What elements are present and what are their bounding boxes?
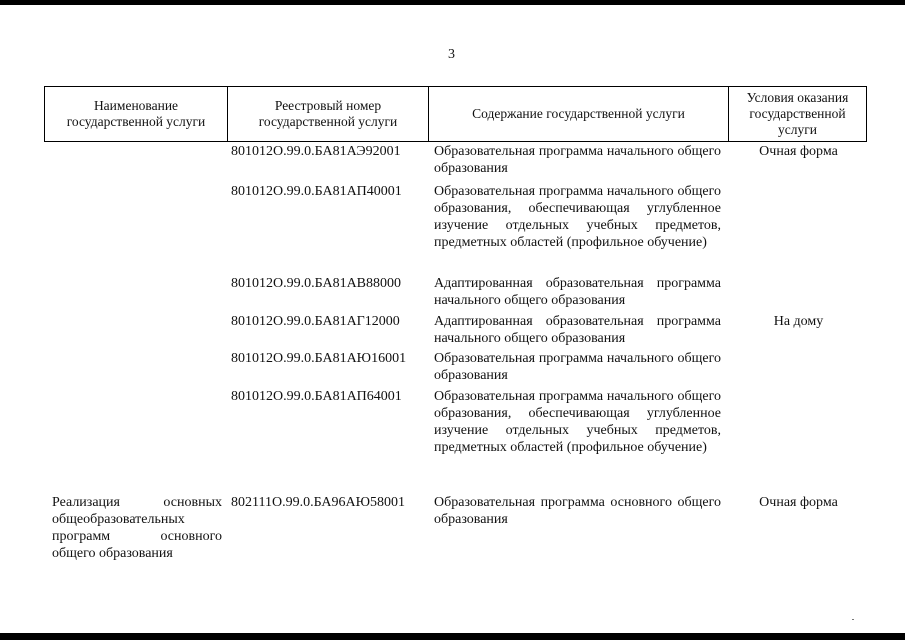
scan-border-top (0, 0, 905, 5)
header-service-name: Наименование государственной услуги (45, 87, 228, 141)
registry-code: 801012О.99.0.БА81АП64001 (231, 389, 402, 404)
registry-code: 801012О.99.0.БА81АП40001 (231, 184, 402, 199)
header-service-content: Содержание государственной услуги (429, 87, 729, 141)
scan-border-bottom (0, 633, 905, 640)
header-service-conditions: Условия оказания государственной услуги (746, 90, 849, 137)
registry-code: 801012О.99.0.БА81АЮ16001 (231, 351, 407, 366)
service-content: Образовательная программа начального общего образования (434, 351, 721, 383)
service-content: Образовательная программа основного общего образования (434, 495, 721, 527)
registry-code: 801012О.99.0.БА81АГ12000 (231, 314, 400, 329)
service-content: Образовательная программа начального общего образования (434, 144, 721, 176)
service-condition: Очная форма (759, 144, 838, 159)
service-name: Реализация основных общеобразовательных программ основного общего образования (52, 495, 222, 561)
scan-speck (852, 619, 854, 620)
header-registry-number: Реестровый номер государственной услуги (228, 87, 429, 141)
table-header (44, 86, 867, 142)
registry-code: 801012О.99.0.БА81АЭ92001 (231, 144, 401, 159)
registry-code: 802111О.99.0.БА96АЮ58001 (231, 495, 406, 510)
service-content: Образовательная программа начального общего образования, обеспечивающая углубленное изучение отдельных учебных предметов, предметных областей (профильное обучение) (434, 389, 721, 455)
service-condition: Очная форма (759, 495, 838, 510)
service-content: Адаптированная образовательная программа начального общего образования (434, 314, 721, 346)
page-number: 3 (448, 47, 455, 62)
service-condition: На дому (773, 314, 824, 329)
service-content: Адаптированная образовательная программа начального общего образования (434, 276, 721, 308)
registry-code: 801012О.99.0.БА81АВ88000 (231, 276, 402, 291)
service-content: Образовательная программа начального общего образования, обеспечивающая углубленное изучение отдельных учебных предметов, предметных областей (профильное обучение) (434, 184, 721, 250)
